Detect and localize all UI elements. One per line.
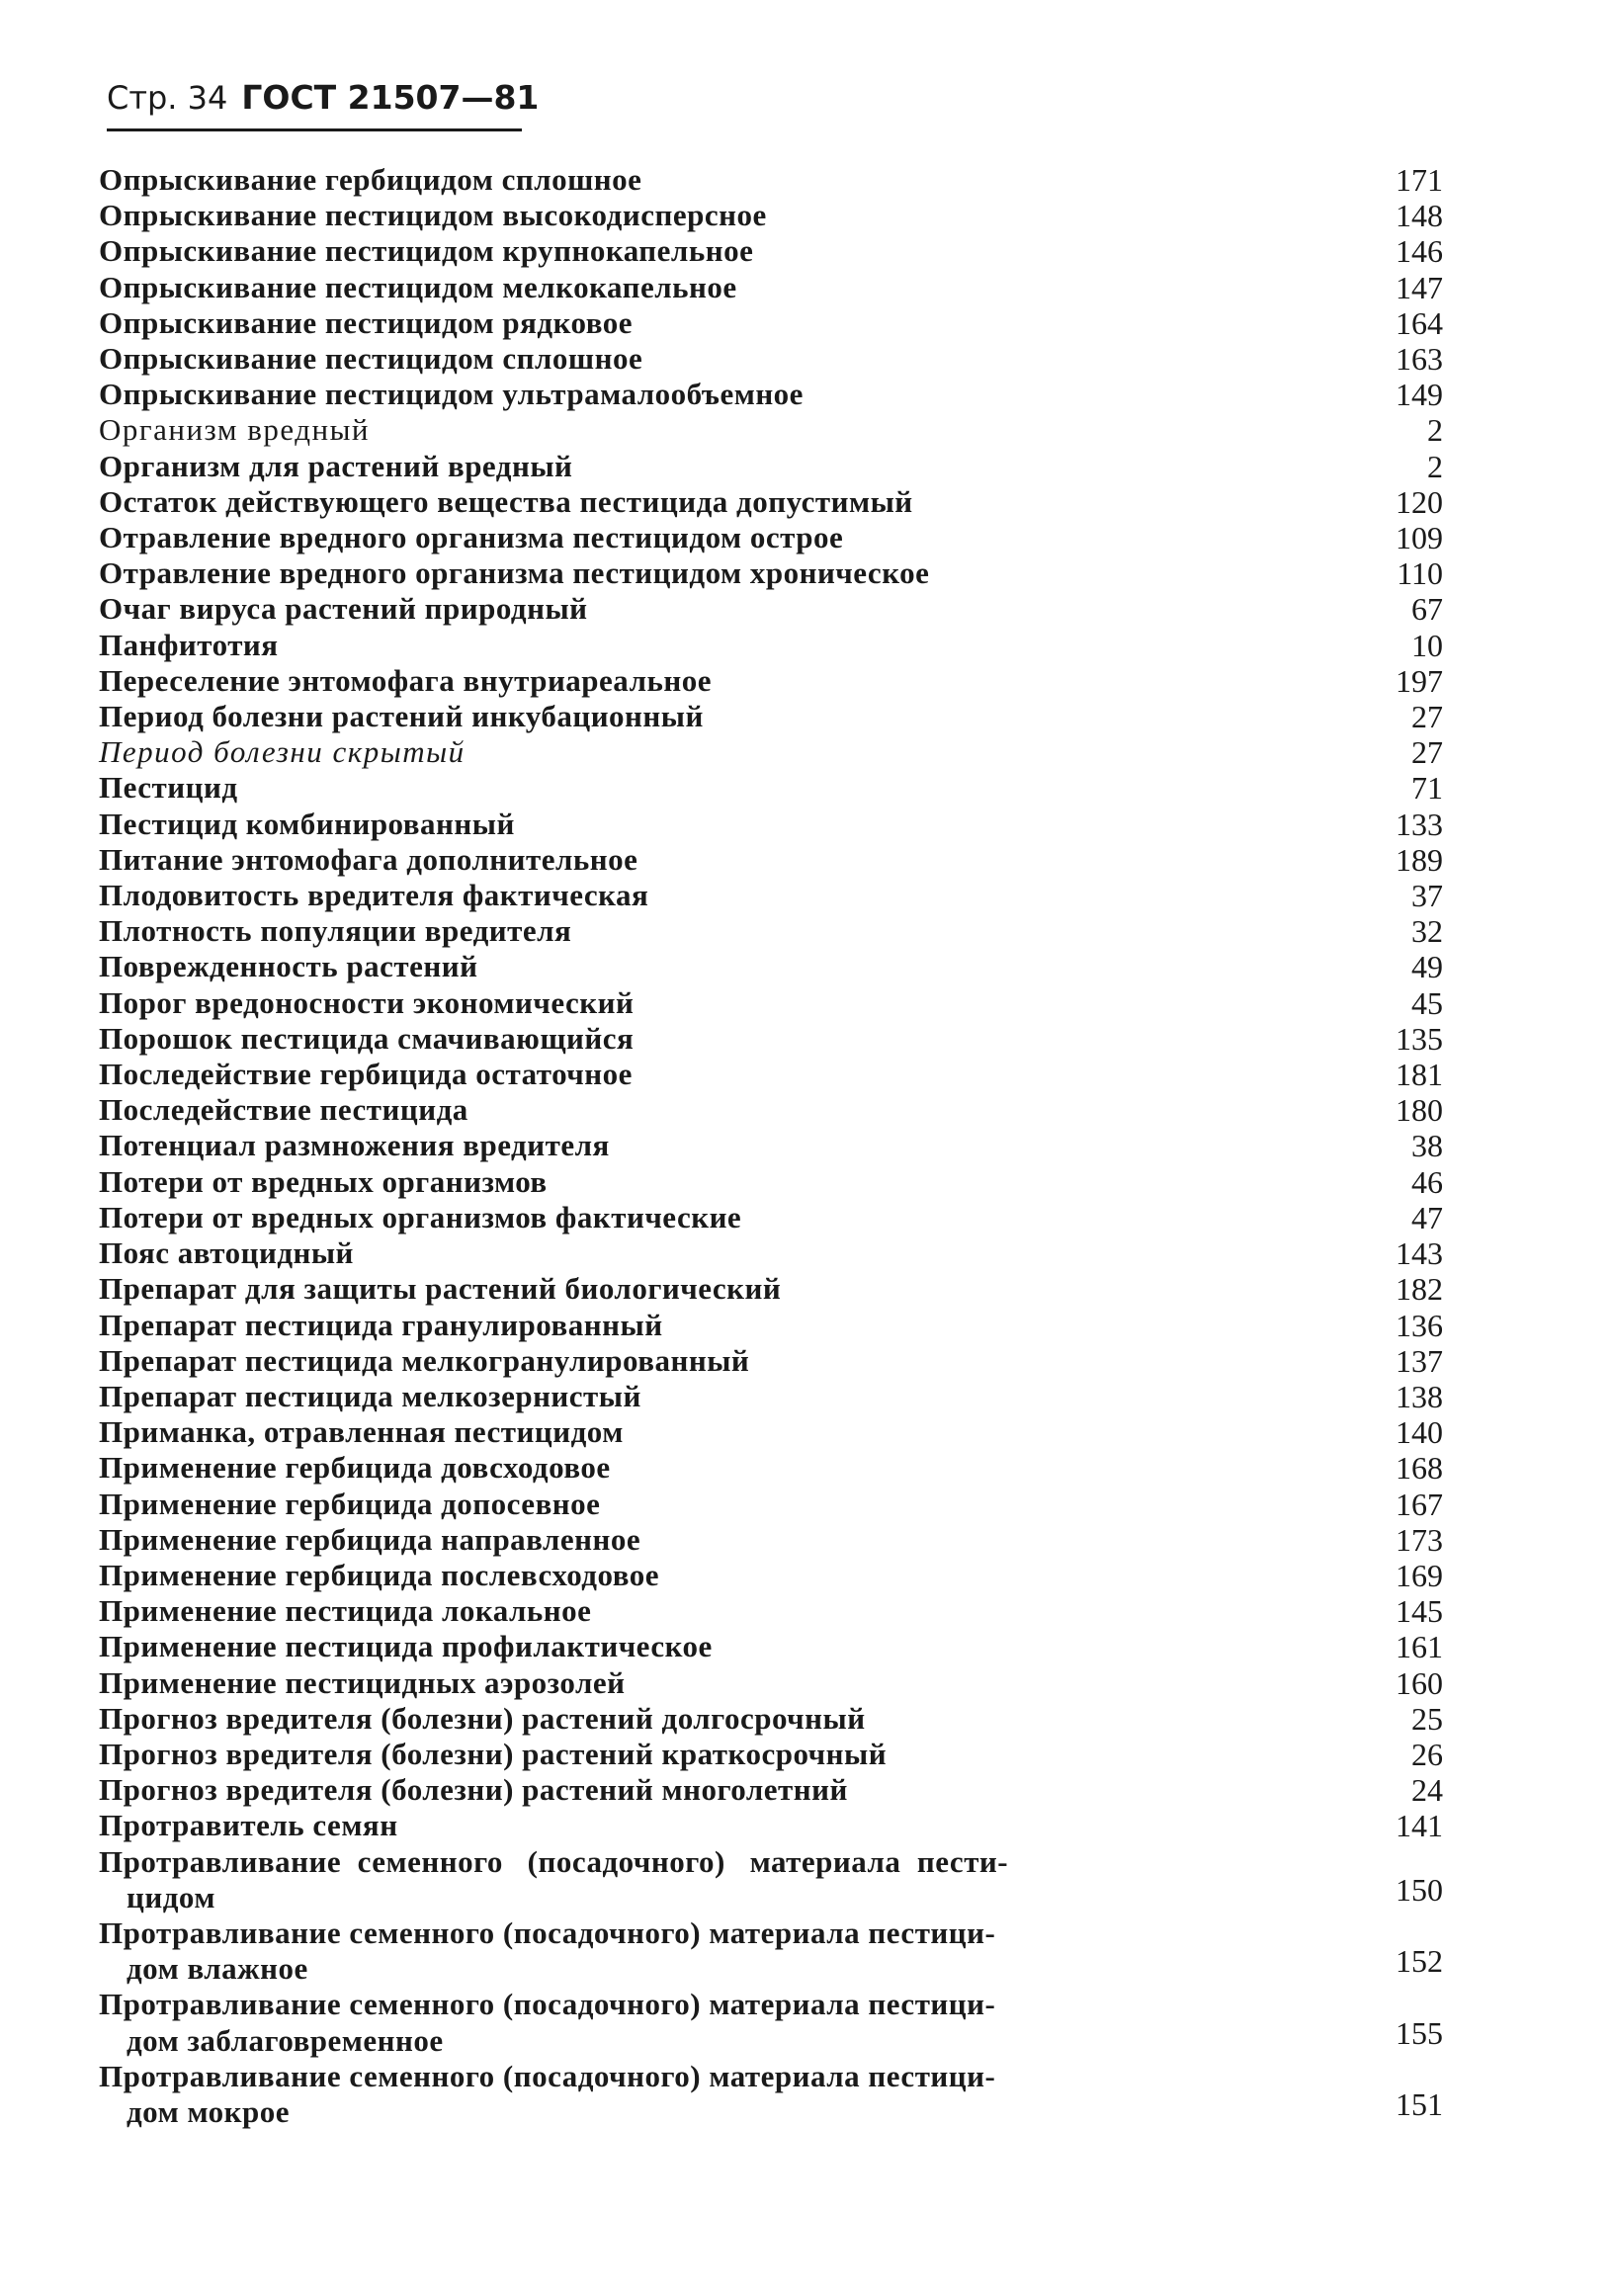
index-term-number: 161 (1396, 1629, 1443, 1665)
index-entry (99, 233, 1463, 269)
index-entry (99, 412, 1463, 448)
index-entry (99, 807, 1463, 842)
index-term (99, 1987, 1146, 2058)
index-term (99, 1915, 1146, 1987)
index-term-number: 149 (1396, 377, 1443, 413)
page-header (107, 77, 539, 118)
index-entry (99, 1772, 1463, 1808)
index-term: Применение гербицида допосевное (99, 1486, 601, 1521)
index-term-number: 182 (1396, 1271, 1443, 1308)
index-entry (99, 162, 1463, 198)
index-term-number: 32 (1411, 913, 1443, 950)
index-term-number: 49 (1411, 949, 1443, 985)
index-term: Переселение энтомофага внутриареальное (99, 662, 712, 698)
index-term-number: 109 (1396, 520, 1443, 556)
index-term-number: 27 (1411, 734, 1443, 771)
index-term-number: 167 (1396, 1486, 1443, 1522)
index-term: Пестицид комбинированный (99, 806, 515, 841)
index-term-number: 152 (1396, 1943, 1443, 1980)
index-term-continuation: цидом (127, 1879, 215, 1914)
index-term-number: 141 (1396, 1808, 1443, 1844)
index-list (99, 162, 1463, 2130)
index-term: Очаг вируса растений природный (99, 591, 588, 627)
index-entry (99, 628, 1463, 663)
index-term: Потери от вредных организмов (99, 1163, 548, 1199)
index-term: Опрыскивание пестицидом ультрамалообъемное (99, 377, 804, 412)
index-term-number: 2 (1427, 448, 1443, 484)
index-term-number: 24 (1411, 1772, 1443, 1809)
index-term: Период болезни скрытый (99, 734, 466, 770)
index-entry (99, 305, 1463, 341)
index-entry (99, 1164, 1463, 1200)
index-term-number: 143 (1396, 1235, 1443, 1272)
index-term: Опрыскивание пестицидом рядковое (99, 304, 634, 340)
index-term-number: 150 (1396, 1871, 1443, 1908)
index-entry (99, 520, 1463, 555)
index-entry (99, 198, 1463, 233)
index-term-line: Протравливание семенного (посадочного) материала пестици- (99, 2058, 996, 2093)
index-term-continuation: дом заблаговременное (127, 2022, 444, 2058)
index-term: Период болезни растений инкубационный (99, 699, 704, 734)
index-term-number: 189 (1396, 841, 1443, 878)
index-entry (99, 842, 1463, 878)
index-term: Препарат пестицида гранулированный (99, 1307, 663, 1342)
index-term: Последействие пестицида (99, 1092, 468, 1128)
index-entry (99, 949, 1463, 984)
index-term: Применение пестицида локальное (99, 1593, 592, 1629)
page-number-label: Стр. 34 (107, 79, 228, 117)
index-entry (99, 1558, 1463, 1593)
index-term-number: 47 (1411, 1199, 1443, 1235)
index-entry (99, 1200, 1463, 1235)
header-rule (107, 128, 522, 131)
index-entry (99, 1487, 1463, 1522)
index-entry (99, 663, 1463, 699)
index-entry (99, 734, 1463, 770)
index-entry (99, 1021, 1463, 1057)
index-entry (99, 770, 1463, 806)
index-term-number: 164 (1396, 304, 1443, 341)
index-term: Прогноз вредителя (болезни) растений долгосрочный (99, 1700, 866, 1736)
index-term: Применение пестицида профилактическое (99, 1629, 713, 1664)
index-entry (99, 1522, 1463, 1558)
index-term: Препарат пестицида мелкогранулированный (99, 1342, 750, 1378)
index-term-line: Протравливание семенного (посадочного) материала пестици- (99, 1987, 996, 2022)
index-term-number: 46 (1411, 1163, 1443, 1200)
index-term: Порог вредоносности экономический (99, 984, 635, 1020)
index-term-number: 71 (1411, 770, 1443, 807)
index-term: Пестицид (99, 770, 238, 806)
index-term-number: 197 (1396, 662, 1443, 699)
index-entry (99, 1343, 1463, 1379)
index-term-number: 155 (1396, 2014, 1443, 2051)
index-term: Опрыскивание пестицидом мелкокапельное (99, 269, 737, 304)
index-term-number: 173 (1396, 1521, 1443, 1558)
index-term-continuation: дом мокрое (127, 2093, 291, 2129)
index-term-number: 67 (1411, 591, 1443, 628)
index-term: Питание энтомофага дополнительное (99, 841, 638, 877)
index-term: Панфитотия (99, 627, 279, 662)
index-term: Плодовитость вредителя фактическая (99, 878, 649, 913)
index-entry (99, 1808, 1463, 1843)
index-term-number: 45 (1411, 984, 1443, 1021)
index-term: Остаток действующего вещества пестицида допустимый (99, 483, 913, 519)
index-term-number: 38 (1411, 1128, 1443, 1164)
index-term-number: 135 (1396, 1020, 1443, 1057)
index-term-number: 180 (1396, 1092, 1443, 1129)
index-entry (99, 985, 1463, 1021)
index-term: Применение гербицида послевсходовое (99, 1557, 659, 1592)
index-term: Применение пестицидных аэрозолей (99, 1664, 626, 1700)
index-term: Потенциал размножения вредителя (99, 1128, 610, 1163)
index-term-number: 110 (1397, 555, 1443, 592)
index-term: Опрыскивание пестицидом высокодисперсное (99, 198, 767, 233)
index-entry (99, 1593, 1463, 1629)
index-term-number: 133 (1396, 806, 1443, 842)
index-term-number: 25 (1411, 1700, 1443, 1737)
index-term: Опрыскивание пестицидом крупнокапельное (99, 233, 754, 269)
index-term-number: 147 (1396, 269, 1443, 305)
index-term-number: 37 (1411, 878, 1443, 914)
index-term: Потери от вредных организмов фактические (99, 1199, 742, 1234)
index-term-number: 168 (1396, 1450, 1443, 1487)
index-term: Применение гербицида направленное (99, 1521, 641, 1557)
index-entry-multiline (99, 2059, 1463, 2130)
index-term-number: 163 (1396, 341, 1443, 378)
index-entry-multiline (99, 1987, 1463, 2058)
index-term: Опрыскивание пестицидом сплошное (99, 341, 643, 377)
index-term (99, 1844, 1146, 1915)
index-entry (99, 913, 1463, 949)
index-term-number: 148 (1396, 198, 1443, 234)
index-term-number: 137 (1396, 1342, 1443, 1379)
index-entry (99, 270, 1463, 305)
index-entry (99, 1701, 1463, 1737)
index-term-number: 146 (1396, 233, 1443, 270)
index-entry (99, 591, 1463, 627)
index-term: Отравление вредного организма пестицидом хроническое (99, 555, 930, 591)
index-term-number: 169 (1396, 1557, 1443, 1593)
index-term: Протравитель семян (99, 1808, 398, 1843)
index-term: Препарат пестицида мелкозернистый (99, 1378, 641, 1413)
index-term: Препарат для защиты растений биологический (99, 1271, 782, 1307)
index-entry (99, 1450, 1463, 1486)
index-entry (99, 555, 1463, 591)
index-term-number: 120 (1396, 483, 1443, 520)
index-term: Организм вредный (99, 412, 370, 448)
index-term: Поврежденность растений (99, 949, 478, 984)
index-entry (99, 1271, 1463, 1307)
index-term: Опрыскивание гербицидом сплошное (99, 162, 642, 197)
index-entry (99, 341, 1463, 377)
index-term-number: 151 (1396, 2085, 1443, 2122)
index-entry (99, 484, 1463, 520)
index-entry (99, 1092, 1463, 1128)
index-term-number: 181 (1396, 1057, 1443, 1093)
index-entry-multiline (99, 1844, 1463, 1915)
index-term-line: Протравливание семенного (посадочного) материала пестици- (99, 1914, 996, 1950)
index-term-line: Протравливание семенного (посадочного) материала пести- (99, 1843, 1009, 1879)
index-term-number: 2 (1427, 412, 1443, 449)
index-entry (99, 1379, 1463, 1414)
index-term: Применение гербицида довсходовое (99, 1450, 611, 1486)
standard-designation: ГОСТ 21507—81 (241, 78, 540, 117)
index-term-number: 10 (1411, 627, 1443, 663)
index-term: Пояс автоцидный (99, 1235, 354, 1271)
index-term-number: 145 (1396, 1593, 1443, 1630)
index-entry (99, 1737, 1463, 1772)
index-term: Организм для растений вредный (99, 448, 573, 483)
index-term: Отравление вредного организма пестицидом острое (99, 520, 844, 555)
index-entry (99, 1057, 1463, 1092)
index-entry (99, 449, 1463, 484)
index-term-number: 26 (1411, 1736, 1443, 1772)
index-term: Приманка, отравленная пестицидом (99, 1414, 624, 1450)
index-term-number: 136 (1396, 1307, 1443, 1343)
index-term: Последействие гербицида остаточное (99, 1057, 633, 1092)
index-entry (99, 1665, 1463, 1701)
index-term: Прогноз вредителя (болезни) растений многолетний (99, 1772, 848, 1808)
index-entry (99, 699, 1463, 734)
index-term-continuation: дом влажное (127, 1951, 308, 1987)
index-entry-multiline (99, 1915, 1463, 1987)
index-term-number: 138 (1396, 1378, 1443, 1414)
index-term-number: 27 (1411, 699, 1443, 735)
index-term: Плотность популяции вредителя (99, 913, 572, 949)
index-entry (99, 1235, 1463, 1271)
index-entry (99, 1629, 1463, 1664)
index-term-number: 171 (1396, 162, 1443, 198)
index-entry (99, 377, 1463, 412)
index-term (99, 2059, 1146, 2130)
index-term: Прогноз вредителя (болезни) растений краткосрочный (99, 1736, 888, 1771)
index-entry (99, 1308, 1463, 1343)
index-term-number: 140 (1396, 1414, 1443, 1451)
index-term: Порошок пестицида смачивающийся (99, 1020, 635, 1056)
index-entry (99, 1414, 1463, 1450)
index-entry (99, 1128, 1463, 1163)
index-term-number: 160 (1396, 1664, 1443, 1701)
index-entry (99, 878, 1463, 913)
